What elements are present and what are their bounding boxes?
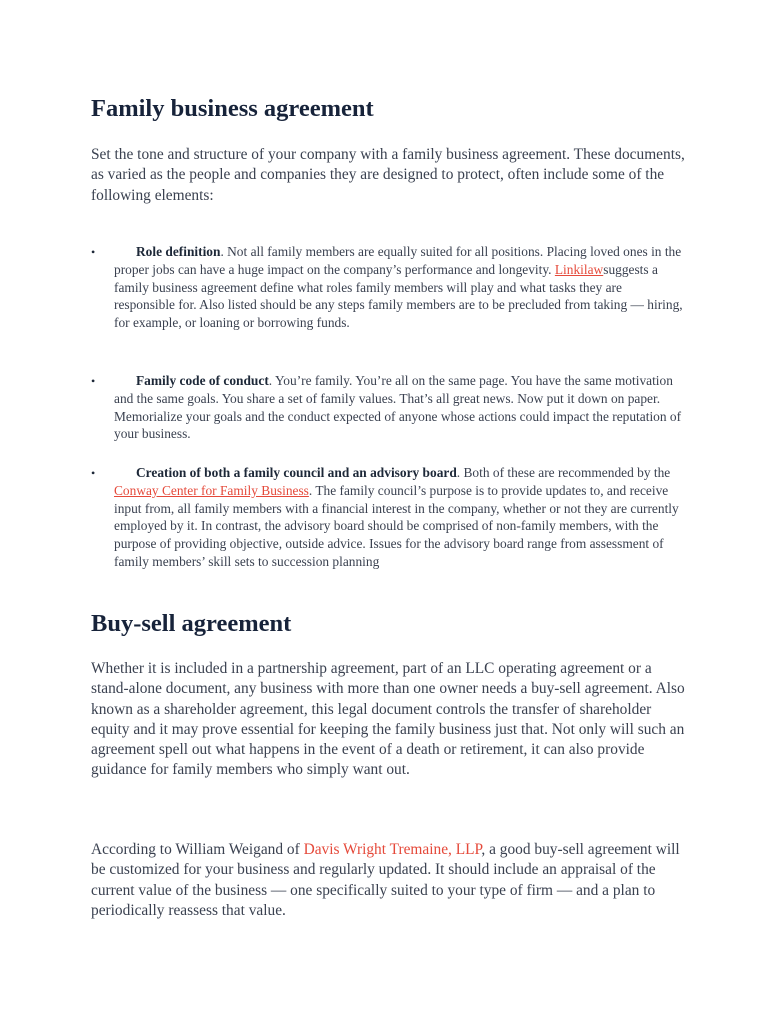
term-role-definition: Role definition [136, 244, 221, 259]
term-family-code-of-conduct: Family code of conduct [136, 373, 269, 388]
buy-sell-paragraph-1: Whether it is included in a partnership agreement, part of an LLC operating agreement or a stand-alone document, any business with more than one owner needs a buy-sell agreement. Also known as a shareholder agreement, this legal document controls the transfer of shareholder equity and it may prove essential for keeping the family business just that. Not only will such an agreement spell out what happens in the event of a death or retirement, it can also provide guidance for family members who simply want out. [91, 660, 685, 779]
link-conway-center[interactable]: Conway Center for Family Business [114, 482, 309, 498]
para-text: , a good buy-sell agreement will be customized for your business and regularly updated. It should include an appraisal of the current value of the business — one specifically suited to your type of firm — and a plan to periodically reassess that value. [91, 841, 680, 919]
intro-paragraph: Set the tone and structure of your company with a family business agreement. These documents, as varied as the people and companies they are designed to protect, often include some of the following elements: [91, 146, 685, 204]
item-text: . Both of these are recommended by the [456, 465, 671, 480]
bullet-icon: • [91, 466, 96, 480]
buy-sell-paragraph-2 [91, 840, 691, 921]
list-item-family-council-advisory-board [114, 464, 684, 571]
list-item-role-definition [114, 243, 684, 332]
link-davis-wright-tremaine[interactable]: Davis Wright Tremaine, LLP [303, 841, 482, 858]
heading-family-business-agreement: Family business agreement [91, 95, 374, 122]
item-text: . You’re family. You’re all on the same page. You have the same motivation and the same goals. You share a set of family values. That’s all great news. Now put it down on paper. Memorialize your goals and the conduct expected of anyone whose actions could impact the reputation of your business. [114, 373, 682, 442]
heading-buy-sell-agreement: Buy-sell agreement [91, 610, 292, 637]
bullet-icon: • [91, 245, 96, 259]
item-text: . The family council’s purpose is to provide updates to, and receive input from, all family members with a financial interest in the company, whether or not they are currently employed by it. In contrast, the advisory board should be comprised of non-family members, with the purpose of providing objective, outside advice. Issues for the advisory board range from assessment of family members’ skill sets to succession planning [114, 482, 679, 569]
term-family-council-advisory-board: Creation of both a family council and an advisory board [136, 465, 457, 480]
link-linkilaw[interactable]: Linkilaw [554, 261, 604, 277]
bullet-icon: • [91, 374, 96, 388]
item-text: suggests a family business agreement define what roles family members will play and what tasks they are responsible for. Also listed should be any steps family members are to be precluded from taking — hiring, for example, or loaning or borrowing funds. [114, 261, 683, 331]
list-item-family-code-of-conduct [114, 372, 684, 443]
item-text: . Not all family members are equally suited for all positions. Placing loved ones in the proper jobs can have a huge impact on the company’s performance and longevity. [114, 244, 682, 277]
para-text: According to William Weigand of [91, 841, 304, 858]
